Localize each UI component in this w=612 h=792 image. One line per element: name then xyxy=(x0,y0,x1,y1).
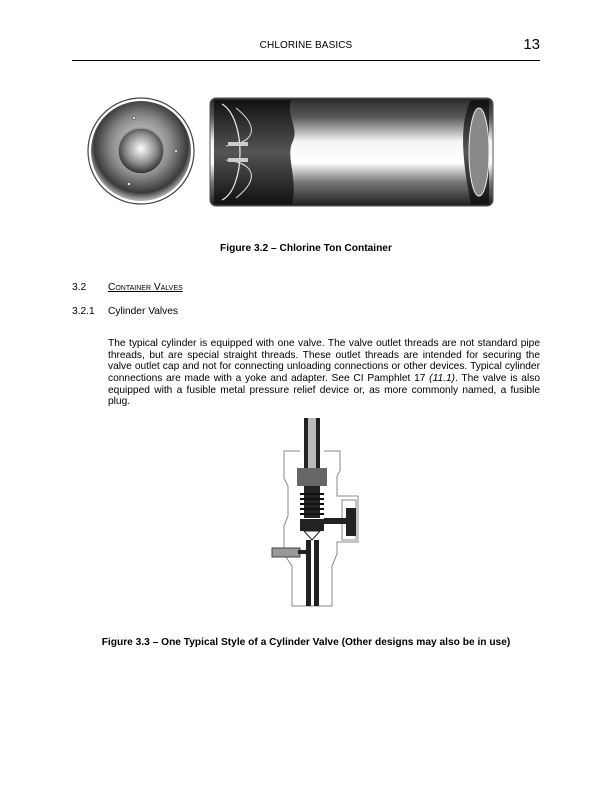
cylinder-valve-cross-section-illustration xyxy=(262,416,377,611)
paragraph-text-part1: The typical cylinder is equipped with one valve. The valve outlet threads are not standard pipe threads, but are special straight threads. These outlet threads are intended for securing the valve outlet cap and not for connecting unloading connections or other devices. Typical cylinder connections are made with a yoke and adapter. See CI Pamphlet 17 xyxy=(108,338,540,384)
subsection-number: 3.2.1 xyxy=(72,306,95,317)
subsection-title: Cylinder Valves xyxy=(108,306,179,317)
container-end-view xyxy=(88,98,194,204)
container-side-cutaway-view xyxy=(210,98,493,206)
header-divider xyxy=(72,60,540,61)
figure-3-3-caption: Figure 3.3 – One Typical Style of a Cylinder Valve (Other designs may also be in use) xyxy=(101,637,511,648)
chlorine-ton-container-illustration xyxy=(86,88,506,213)
paragraph-text-part2: . The valve is also equipped with a fusible metal pressure relief device or, as more commonly named, a fusible plug. xyxy=(108,372,540,408)
section-title: Container Valves xyxy=(108,282,183,293)
body-paragraph xyxy=(108,338,540,408)
page-number: 13 xyxy=(523,36,540,53)
running-header-title: CHLORINE BASICS xyxy=(259,40,353,51)
figure-3-2-caption: Figure 3.2 – Chlorine Ton Container xyxy=(220,243,392,254)
section-number: 3.2 xyxy=(72,282,87,293)
reference-citation: (11.1) xyxy=(429,372,456,384)
